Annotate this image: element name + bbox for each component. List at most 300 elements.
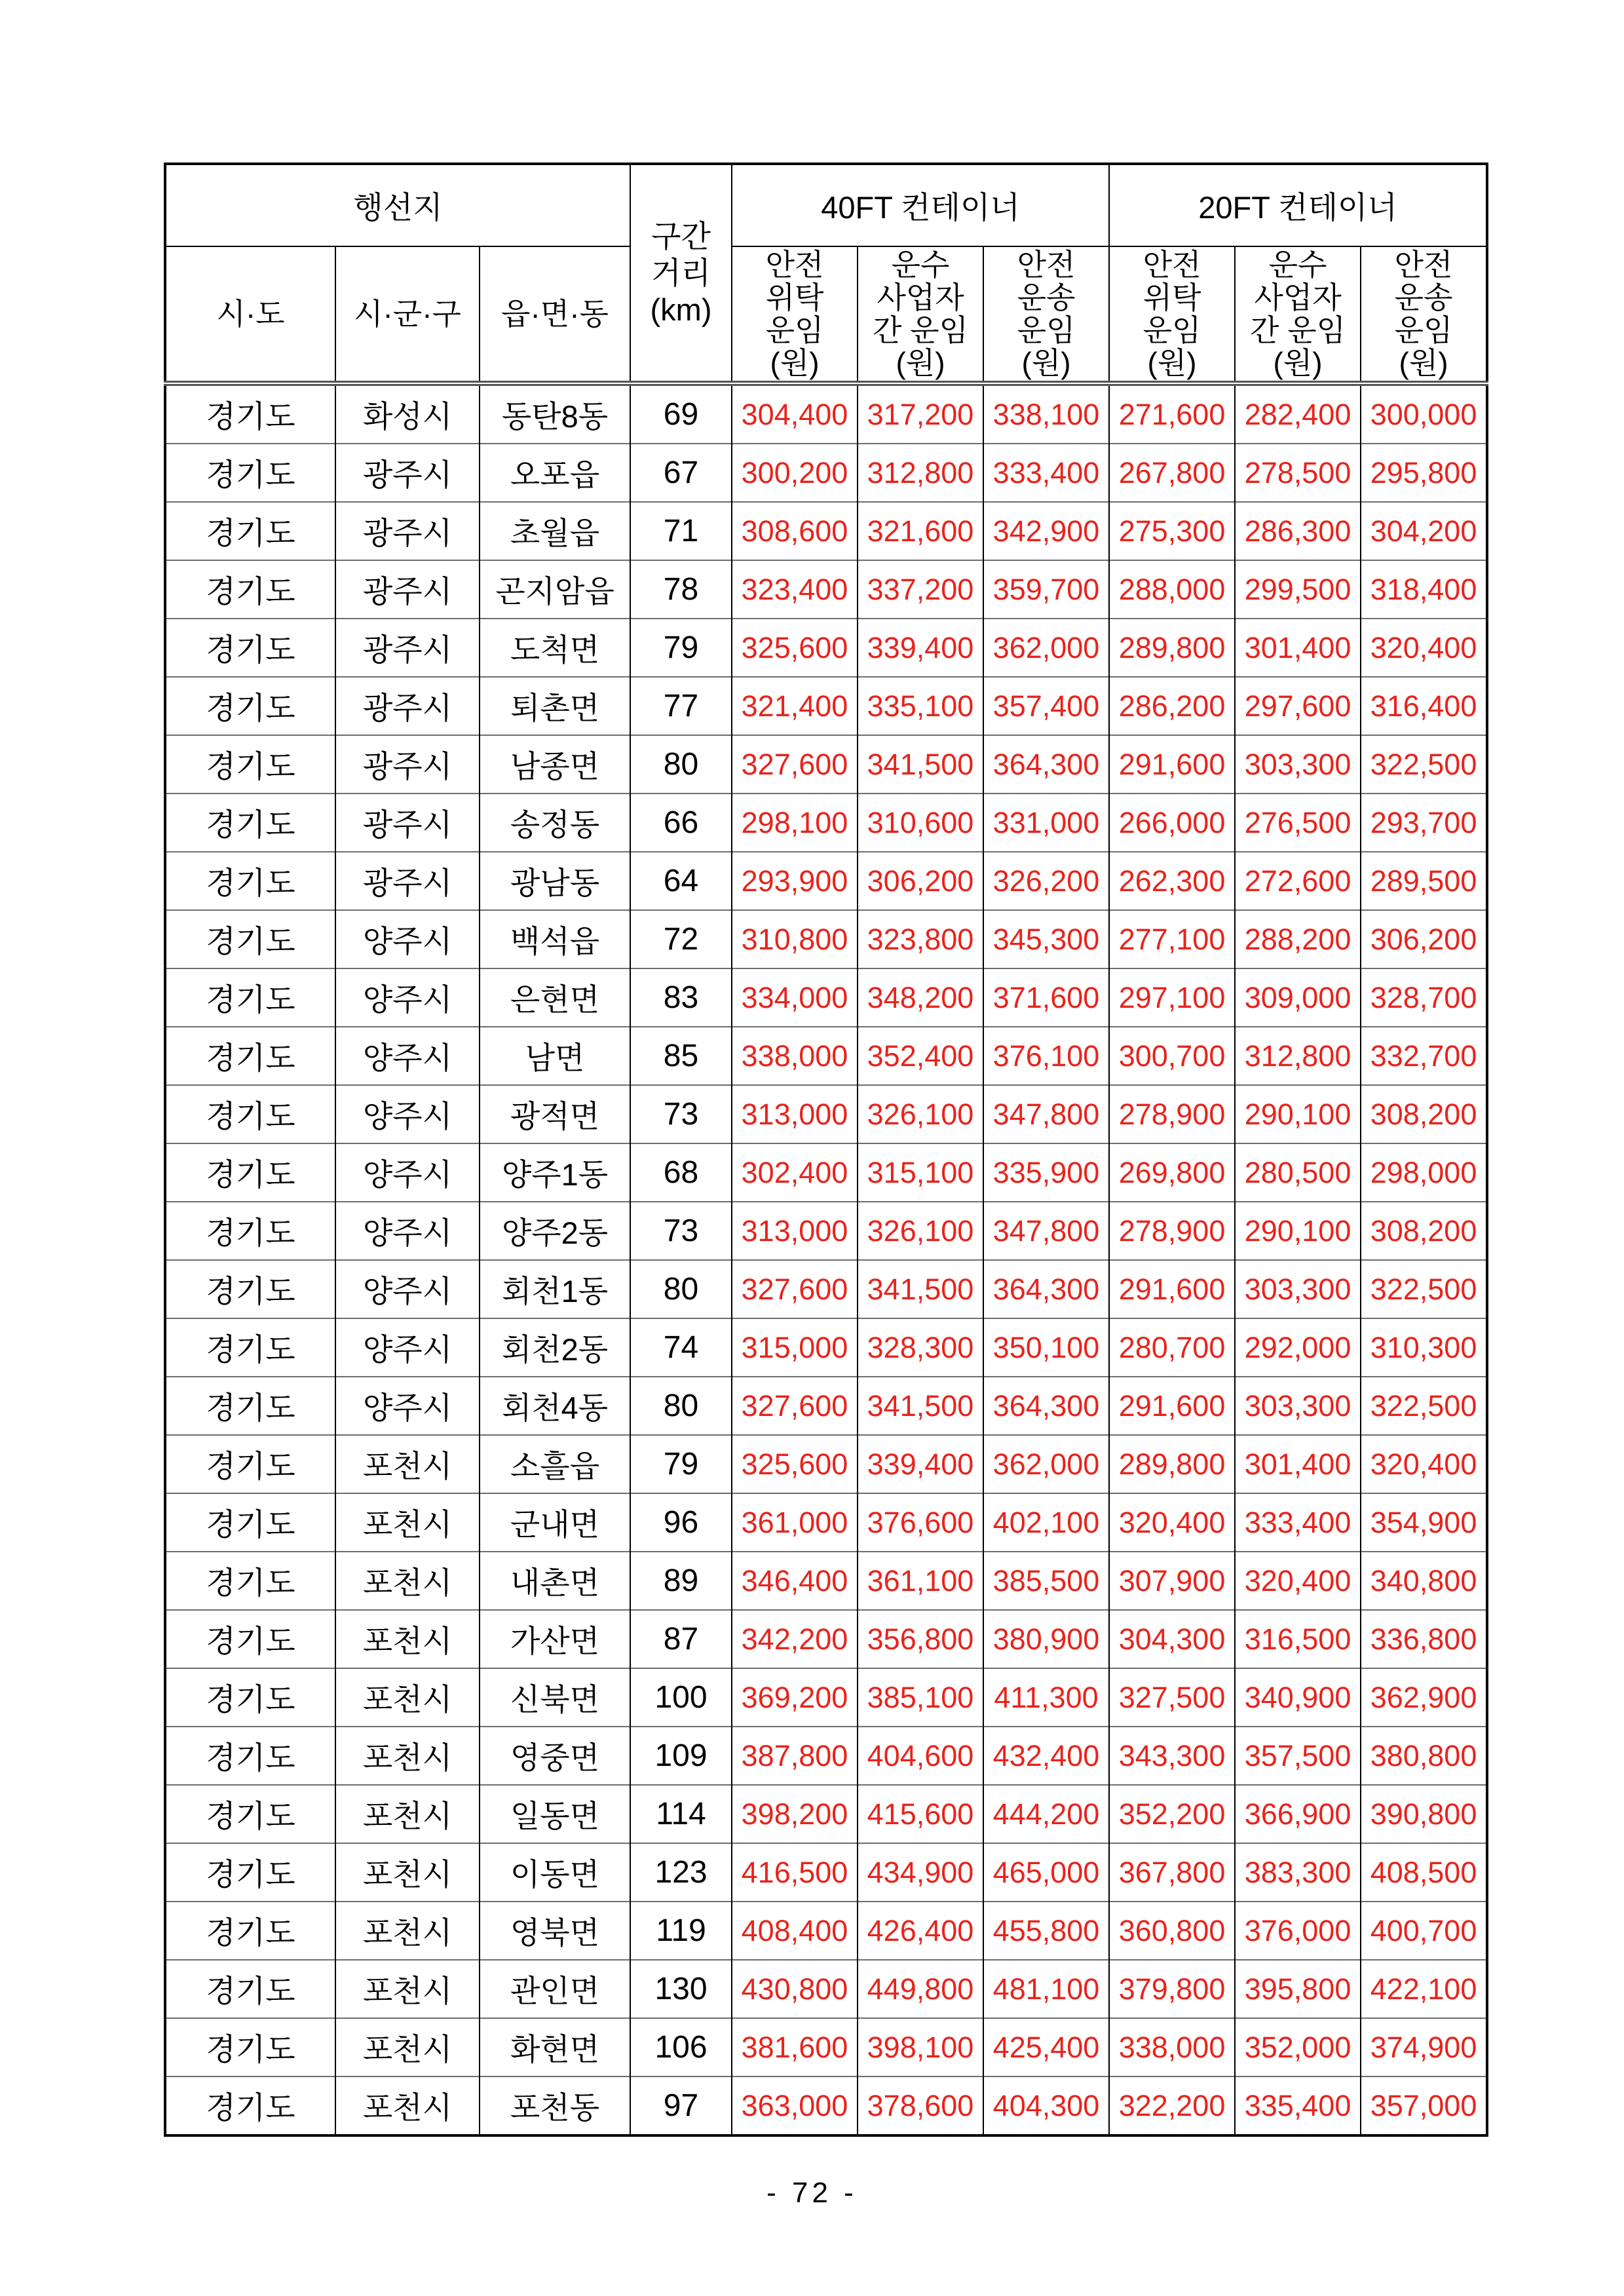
cell-20ft-safe-transport-fare: 308,200 <box>1361 1202 1487 1260</box>
cell-sigungu: 광주시 <box>335 619 480 677</box>
cell-eupmyeondong: 내촌면 <box>480 1552 630 1610</box>
cell-sigungu: 양주시 <box>335 1027 480 1085</box>
header-20ft-safe-transport-fare: 안전 운송 운임 (원) <box>1361 246 1487 383</box>
cell-eupmyeondong: 오포읍 <box>480 444 630 502</box>
table-row <box>165 852 1487 910</box>
cell-40ft-safe-transport-fare: 371,600 <box>983 968 1109 1027</box>
cell-20ft-safe-transport-fare: 310,300 <box>1361 1318 1487 1377</box>
cell-sigungu: 광주시 <box>335 735 480 794</box>
cell-40ft-safe-consignment-fare: 315,000 <box>732 1318 858 1377</box>
cell-distance-km: 106 <box>630 2018 732 2076</box>
cell-sigungu: 포천시 <box>335 1435 480 1493</box>
cell-20ft-safe-transport-fare: 318,400 <box>1361 560 1487 619</box>
table-row <box>165 1493 1487 1552</box>
cell-eupmyeondong: 회천2동 <box>480 1318 630 1377</box>
cell-40ft-safe-transport-fare: 425,400 <box>983 2018 1109 2076</box>
cell-sido: 경기도 <box>165 560 335 619</box>
cell-sigungu: 포천시 <box>335 1902 480 1960</box>
cell-40ft-inter-carrier-fare: 378,600 <box>858 2076 983 2135</box>
header-20ft-container: 20FT 컨테이너 <box>1109 164 1487 246</box>
freight-rate-table <box>164 163 1488 2137</box>
cell-distance-km: 87 <box>630 1610 732 1668</box>
cell-20ft-safe-transport-fare: 332,700 <box>1361 1027 1487 1085</box>
table-row <box>165 2018 1487 2076</box>
cell-sido: 경기도 <box>165 1027 335 1085</box>
cell-sigungu: 양주시 <box>335 1202 480 1260</box>
cell-eupmyeondong: 영중면 <box>480 1727 630 1785</box>
cell-40ft-safe-consignment-fare: 327,600 <box>732 735 858 794</box>
cell-eupmyeondong: 화현면 <box>480 2018 630 2076</box>
cell-distance-km: 97 <box>630 2076 732 2135</box>
cell-sigungu: 광주시 <box>335 444 480 502</box>
cell-40ft-safe-transport-fare: 359,700 <box>983 560 1109 619</box>
cell-20ft-inter-carrier-fare: 312,800 <box>1235 1027 1361 1085</box>
header-40ft-safe-consignment-fare: 안전 위탁 운임 (원) <box>732 246 858 383</box>
cell-40ft-inter-carrier-fare: 335,100 <box>858 677 983 735</box>
cell-40ft-safe-consignment-fare: 334,000 <box>732 968 858 1027</box>
cell-40ft-inter-carrier-fare: 449,800 <box>858 1960 983 2018</box>
cell-eupmyeondong: 송정동 <box>480 794 630 852</box>
cell-20ft-safe-consignment-fare: 267,800 <box>1109 444 1235 502</box>
cell-20ft-safe-transport-fare: 328,700 <box>1361 968 1487 1027</box>
cell-sido: 경기도 <box>165 1143 335 1202</box>
cell-20ft-inter-carrier-fare: 357,500 <box>1235 1727 1361 1785</box>
cell-40ft-safe-consignment-fare: 381,600 <box>732 2018 858 2076</box>
cell-sido: 경기도 <box>165 383 335 444</box>
cell-eupmyeondong: 은현면 <box>480 968 630 1027</box>
table-body <box>165 383 1487 2135</box>
cell-40ft-safe-consignment-fare: 387,800 <box>732 1727 858 1785</box>
cell-eupmyeondong: 남종면 <box>480 735 630 794</box>
cell-sigungu: 포천시 <box>335 1552 480 1610</box>
cell-sido: 경기도 <box>165 735 335 794</box>
table-row <box>165 560 1487 619</box>
cell-sigungu: 양주시 <box>335 1260 480 1318</box>
cell-distance-km: 79 <box>630 619 732 677</box>
table-row <box>165 1318 1487 1377</box>
cell-eupmyeondong: 초월읍 <box>480 502 630 560</box>
cell-eupmyeondong: 남면 <box>480 1027 630 1085</box>
cell-40ft-safe-consignment-fare: 408,400 <box>732 1902 858 1960</box>
cell-20ft-safe-consignment-fare: 297,100 <box>1109 968 1235 1027</box>
cell-20ft-safe-transport-fare: 322,500 <box>1361 735 1487 794</box>
cell-40ft-safe-transport-fare: 326,200 <box>983 852 1109 910</box>
cell-20ft-safe-transport-fare: 380,800 <box>1361 1727 1487 1785</box>
cell-sigungu: 포천시 <box>335 1668 480 1727</box>
cell-sido: 경기도 <box>165 1202 335 1260</box>
cell-distance-km: 77 <box>630 677 732 735</box>
cell-20ft-safe-consignment-fare: 289,800 <box>1109 619 1235 677</box>
cell-40ft-safe-transport-fare: 331,000 <box>983 794 1109 852</box>
cell-sido: 경기도 <box>165 1260 335 1318</box>
cell-20ft-inter-carrier-fare: 278,500 <box>1235 444 1361 502</box>
cell-20ft-inter-carrier-fare: 376,000 <box>1235 1902 1361 1960</box>
cell-20ft-safe-transport-fare: 306,200 <box>1361 910 1487 968</box>
cell-sigungu: 포천시 <box>335 1785 480 1843</box>
cell-40ft-inter-carrier-fare: 376,600 <box>858 1493 983 1552</box>
cell-sido: 경기도 <box>165 1552 335 1610</box>
cell-40ft-safe-transport-fare: 342,900 <box>983 502 1109 560</box>
cell-20ft-safe-transport-fare: 400,700 <box>1361 1902 1487 1960</box>
cell-40ft-safe-consignment-fare: 398,200 <box>732 1785 858 1843</box>
cell-sigungu: 양주시 <box>335 1318 480 1377</box>
cell-sigungu: 양주시 <box>335 1085 480 1143</box>
cell-40ft-safe-transport-fare: 364,300 <box>983 1377 1109 1435</box>
table-row <box>165 910 1487 968</box>
cell-40ft-safe-consignment-fare: 300,200 <box>732 444 858 502</box>
cell-20ft-safe-transport-fare: 322,500 <box>1361 1260 1487 1318</box>
cell-20ft-inter-carrier-fare: 299,500 <box>1235 560 1361 619</box>
cell-20ft-safe-consignment-fare: 304,300 <box>1109 1610 1235 1668</box>
cell-eupmyeondong: 관인면 <box>480 1960 630 2018</box>
cell-40ft-safe-transport-fare: 350,100 <box>983 1318 1109 1377</box>
cell-distance-km: 96 <box>630 1493 732 1552</box>
cell-40ft-inter-carrier-fare: 398,100 <box>858 2018 983 2076</box>
cell-40ft-safe-transport-fare: 402,100 <box>983 1493 1109 1552</box>
table-row <box>165 1085 1487 1143</box>
table-row <box>165 1960 1487 2018</box>
cell-20ft-safe-consignment-fare: 275,300 <box>1109 502 1235 560</box>
cell-40ft-safe-consignment-fare: 416,500 <box>732 1843 858 1902</box>
table-row <box>165 502 1487 560</box>
cell-eupmyeondong: 회천4동 <box>480 1377 630 1435</box>
cell-20ft-safe-transport-fare: 289,500 <box>1361 852 1487 910</box>
cell-40ft-safe-consignment-fare: 293,900 <box>732 852 858 910</box>
cell-40ft-safe-consignment-fare: 308,600 <box>732 502 858 560</box>
cell-eupmyeondong: 퇴촌면 <box>480 677 630 735</box>
cell-sido: 경기도 <box>165 1377 335 1435</box>
cell-20ft-safe-consignment-fare: 289,800 <box>1109 1435 1235 1493</box>
cell-distance-km: 100 <box>630 1668 732 1727</box>
cell-20ft-inter-carrier-fare: 303,300 <box>1235 735 1361 794</box>
cell-distance-km: 80 <box>630 1377 732 1435</box>
cell-20ft-safe-consignment-fare: 291,600 <box>1109 1260 1235 1318</box>
cell-40ft-inter-carrier-fare: 317,200 <box>858 383 983 444</box>
cell-eupmyeondong: 곤지암읍 <box>480 560 630 619</box>
cell-eupmyeondong: 신북면 <box>480 1668 630 1727</box>
cell-eupmyeondong: 동탄8동 <box>480 383 630 444</box>
cell-20ft-safe-consignment-fare: 278,900 <box>1109 1202 1235 1260</box>
cell-20ft-inter-carrier-fare: 303,300 <box>1235 1377 1361 1435</box>
cell-20ft-inter-carrier-fare: 366,900 <box>1235 1785 1361 1843</box>
table-row <box>165 968 1487 1027</box>
cell-distance-km: 73 <box>630 1202 732 1260</box>
table-row <box>165 1727 1487 1785</box>
cell-40ft-inter-carrier-fare: 323,800 <box>858 910 983 968</box>
cell-20ft-safe-consignment-fare: 320,400 <box>1109 1493 1235 1552</box>
header-sigungu: 시·군·구 <box>335 246 480 383</box>
cell-distance-km: 83 <box>630 968 732 1027</box>
cell-distance-km: 85 <box>630 1027 732 1085</box>
cell-40ft-inter-carrier-fare: 326,100 <box>858 1085 983 1143</box>
table-row <box>165 1902 1487 1960</box>
cell-20ft-safe-transport-fare: 308,200 <box>1361 1085 1487 1143</box>
cell-20ft-safe-transport-fare: 322,500 <box>1361 1377 1487 1435</box>
cell-40ft-inter-carrier-fare: 356,800 <box>858 1610 983 1668</box>
cell-eupmyeondong: 백석읍 <box>480 910 630 968</box>
cell-distance-km: 78 <box>630 560 732 619</box>
cell-40ft-safe-consignment-fare: 313,000 <box>732 1085 858 1143</box>
cell-sigungu: 포천시 <box>335 1843 480 1902</box>
cell-eupmyeondong: 포천동 <box>480 2076 630 2135</box>
cell-40ft-safe-transport-fare: 465,000 <box>983 1843 1109 1902</box>
cell-sigungu: 포천시 <box>335 2076 480 2135</box>
cell-20ft-inter-carrier-fare: 288,200 <box>1235 910 1361 968</box>
cell-distance-km: 69 <box>630 383 732 444</box>
cell-20ft-safe-transport-fare: 336,800 <box>1361 1610 1487 1668</box>
cell-40ft-safe-consignment-fare: 325,600 <box>732 1435 858 1493</box>
cell-20ft-inter-carrier-fare: 303,300 <box>1235 1260 1361 1318</box>
cell-40ft-safe-consignment-fare: 342,200 <box>732 1610 858 1668</box>
cell-40ft-inter-carrier-fare: 326,100 <box>858 1202 983 1260</box>
cell-eupmyeondong: 영북면 <box>480 1902 630 1960</box>
cell-40ft-safe-transport-fare: 481,100 <box>983 1960 1109 2018</box>
table-row <box>165 1260 1487 1318</box>
cell-eupmyeondong: 광적면 <box>480 1085 630 1143</box>
cell-distance-km: 89 <box>630 1552 732 1610</box>
cell-sigungu: 광주시 <box>335 502 480 560</box>
cell-40ft-safe-transport-fare: 345,300 <box>983 910 1109 968</box>
cell-sido: 경기도 <box>165 1727 335 1785</box>
cell-20ft-safe-transport-fare: 374,900 <box>1361 2018 1487 2076</box>
cell-sigungu: 광주시 <box>335 852 480 910</box>
cell-40ft-safe-consignment-fare: 369,200 <box>732 1668 858 1727</box>
cell-20ft-safe-transport-fare: 298,000 <box>1361 1143 1487 1202</box>
table-row <box>165 1143 1487 1202</box>
cell-40ft-safe-consignment-fare: 346,400 <box>732 1552 858 1610</box>
cell-40ft-safe-consignment-fare: 323,400 <box>732 560 858 619</box>
cell-20ft-safe-transport-fare: 357,000 <box>1361 2076 1487 2135</box>
table-row <box>165 1552 1487 1610</box>
cell-40ft-safe-transport-fare: 432,400 <box>983 1727 1109 1785</box>
table-row <box>165 444 1487 502</box>
cell-40ft-safe-consignment-fare: 338,000 <box>732 1027 858 1085</box>
cell-sigungu: 양주시 <box>335 1377 480 1435</box>
cell-sigungu: 화성시 <box>335 383 480 444</box>
cell-40ft-inter-carrier-fare: 339,400 <box>858 619 983 677</box>
cell-40ft-inter-carrier-fare: 341,500 <box>858 1260 983 1318</box>
cell-40ft-safe-consignment-fare: 325,600 <box>732 619 858 677</box>
page-number: - 72 - <box>766 2177 858 2209</box>
cell-sido: 경기도 <box>165 1902 335 1960</box>
cell-40ft-inter-carrier-fare: 312,800 <box>858 444 983 502</box>
cell-sigungu: 포천시 <box>335 1493 480 1552</box>
cell-distance-km: 80 <box>630 735 732 794</box>
cell-distance-km: 109 <box>630 1727 732 1785</box>
cell-20ft-inter-carrier-fare: 272,600 <box>1235 852 1361 910</box>
cell-40ft-safe-consignment-fare: 313,000 <box>732 1202 858 1260</box>
cell-40ft-safe-transport-fare: 385,500 <box>983 1552 1109 1610</box>
cell-eupmyeondong: 군내면 <box>480 1493 630 1552</box>
cell-40ft-safe-transport-fare: 347,800 <box>983 1085 1109 1143</box>
table-row <box>165 1377 1487 1435</box>
cell-sigungu: 포천시 <box>335 1727 480 1785</box>
cell-40ft-inter-carrier-fare: 337,200 <box>858 560 983 619</box>
cell-40ft-inter-carrier-fare: 361,100 <box>858 1552 983 1610</box>
cell-40ft-inter-carrier-fare: 328,300 <box>858 1318 983 1377</box>
header-20ft-safe-consignment-fare: 안전 위탁 운임 (원) <box>1109 246 1235 383</box>
table-row <box>165 619 1487 677</box>
table-row <box>165 1610 1487 1668</box>
cell-40ft-safe-transport-fare: 380,900 <box>983 1610 1109 1668</box>
cell-20ft-safe-transport-fare: 422,100 <box>1361 1960 1487 2018</box>
cell-distance-km: 68 <box>630 1143 732 1202</box>
cell-20ft-safe-transport-fare: 320,400 <box>1361 1435 1487 1493</box>
cell-40ft-safe-consignment-fare: 363,000 <box>732 2076 858 2135</box>
cell-40ft-safe-consignment-fare: 327,600 <box>732 1377 858 1435</box>
cell-sido: 경기도 <box>165 444 335 502</box>
cell-40ft-inter-carrier-fare: 434,900 <box>858 1843 983 1902</box>
cell-20ft-inter-carrier-fare: 282,400 <box>1235 383 1361 444</box>
cell-sigungu: 광주시 <box>335 677 480 735</box>
cell-20ft-inter-carrier-fare: 335,400 <box>1235 2076 1361 2135</box>
cell-20ft-safe-consignment-fare: 300,700 <box>1109 1027 1235 1085</box>
cell-20ft-safe-consignment-fare: 286,200 <box>1109 677 1235 735</box>
cell-eupmyeondong: 일동면 <box>480 1785 630 1843</box>
cell-20ft-inter-carrier-fare: 383,300 <box>1235 1843 1361 1902</box>
table-row <box>165 1027 1487 1085</box>
cell-20ft-safe-consignment-fare: 278,900 <box>1109 1085 1235 1143</box>
cell-40ft-inter-carrier-fare: 315,100 <box>858 1143 983 1202</box>
cell-sigungu: 포천시 <box>335 2018 480 2076</box>
cell-20ft-safe-transport-fare: 408,500 <box>1361 1843 1487 1902</box>
cell-20ft-inter-carrier-fare: 333,400 <box>1235 1493 1361 1552</box>
header-row-groups <box>165 164 1487 246</box>
cell-distance-km: 79 <box>630 1435 732 1493</box>
cell-40ft-inter-carrier-fare: 341,500 <box>858 735 983 794</box>
cell-40ft-safe-transport-fare: 444,200 <box>983 1785 1109 1843</box>
cell-sido: 경기도 <box>165 1085 335 1143</box>
cell-sido: 경기도 <box>165 1785 335 1843</box>
cell-distance-km: 123 <box>630 1843 732 1902</box>
cell-sido: 경기도 <box>165 910 335 968</box>
cell-40ft-safe-transport-fare: 357,400 <box>983 677 1109 735</box>
cell-20ft-safe-transport-fare: 362,900 <box>1361 1668 1487 1727</box>
header-destination: 행선지 <box>165 164 630 246</box>
cell-sido: 경기도 <box>165 1610 335 1668</box>
cell-20ft-safe-consignment-fare: 280,700 <box>1109 1318 1235 1377</box>
cell-20ft-inter-carrier-fare: 292,000 <box>1235 1318 1361 1377</box>
cell-20ft-inter-carrier-fare: 340,900 <box>1235 1668 1361 1727</box>
cell-20ft-safe-consignment-fare: 343,300 <box>1109 1727 1235 1785</box>
cell-sigungu: 양주시 <box>335 910 480 968</box>
cell-40ft-inter-carrier-fare: 352,400 <box>858 1027 983 1085</box>
cell-distance-km: 80 <box>630 1260 732 1318</box>
cell-20ft-inter-carrier-fare: 301,400 <box>1235 619 1361 677</box>
cell-sido: 경기도 <box>165 968 335 1027</box>
cell-40ft-safe-transport-fare: 404,300 <box>983 2076 1109 2135</box>
cell-20ft-safe-transport-fare: 354,900 <box>1361 1493 1487 1552</box>
cell-40ft-safe-transport-fare: 376,100 <box>983 1027 1109 1085</box>
table-header <box>165 164 1487 383</box>
cell-sigungu: 광주시 <box>335 560 480 619</box>
cell-40ft-safe-consignment-fare: 302,400 <box>732 1143 858 1202</box>
cell-20ft-safe-consignment-fare: 327,500 <box>1109 1668 1235 1727</box>
cell-sido: 경기도 <box>165 502 335 560</box>
cell-20ft-inter-carrier-fare: 290,100 <box>1235 1085 1361 1143</box>
cell-20ft-inter-carrier-fare: 309,000 <box>1235 968 1361 1027</box>
cell-distance-km: 130 <box>630 1960 732 2018</box>
table-row <box>165 2076 1487 2135</box>
table-row <box>165 677 1487 735</box>
cell-20ft-safe-transport-fare: 295,800 <box>1361 444 1487 502</box>
cell-40ft-safe-transport-fare: 362,000 <box>983 1435 1109 1493</box>
cell-40ft-safe-transport-fare: 347,800 <box>983 1202 1109 1260</box>
cell-20ft-safe-transport-fare: 300,000 <box>1361 383 1487 444</box>
cell-20ft-safe-consignment-fare: 269,800 <box>1109 1143 1235 1202</box>
cell-20ft-safe-consignment-fare: 271,600 <box>1109 383 1235 444</box>
header-eupmyeondong: 읍·면·동 <box>480 246 630 383</box>
cell-20ft-safe-consignment-fare: 379,800 <box>1109 1960 1235 2018</box>
cell-20ft-safe-consignment-fare: 338,000 <box>1109 2018 1235 2076</box>
cell-20ft-inter-carrier-fare: 395,800 <box>1235 1960 1361 2018</box>
header-40ft-container: 40FT 컨테이너 <box>732 164 1109 246</box>
cell-40ft-safe-consignment-fare: 298,100 <box>732 794 858 852</box>
cell-eupmyeondong: 양주2동 <box>480 1202 630 1260</box>
cell-40ft-safe-consignment-fare: 430,800 <box>732 1960 858 2018</box>
cell-20ft-inter-carrier-fare: 280,500 <box>1235 1143 1361 1202</box>
cell-sido: 경기도 <box>165 619 335 677</box>
header-20ft-inter-carrier-fare: 운수 사업자 간 운임 (원) <box>1235 246 1361 383</box>
header-40ft-safe-transport-fare: 안전 운송 운임 (원) <box>983 246 1109 383</box>
table-row <box>165 1785 1487 1843</box>
cell-20ft-safe-consignment-fare: 288,000 <box>1109 560 1235 619</box>
cell-sido: 경기도 <box>165 1435 335 1493</box>
cell-distance-km: 119 <box>630 1902 732 1960</box>
cell-eupmyeondong: 광남동 <box>480 852 630 910</box>
cell-40ft-inter-carrier-fare: 306,200 <box>858 852 983 910</box>
cell-20ft-safe-consignment-fare: 291,600 <box>1109 1377 1235 1435</box>
table-row <box>165 735 1487 794</box>
cell-40ft-safe-consignment-fare: 327,600 <box>732 1260 858 1318</box>
cell-20ft-safe-transport-fare: 316,400 <box>1361 677 1487 735</box>
cell-eupmyeondong: 양주1동 <box>480 1143 630 1202</box>
cell-40ft-safe-transport-fare: 362,000 <box>983 619 1109 677</box>
cell-20ft-safe-consignment-fare: 291,600 <box>1109 735 1235 794</box>
cell-20ft-safe-consignment-fare: 352,200 <box>1109 1785 1235 1843</box>
cell-40ft-inter-carrier-fare: 404,600 <box>858 1727 983 1785</box>
table-row <box>165 1668 1487 1727</box>
cell-40ft-inter-carrier-fare: 415,600 <box>858 1785 983 1843</box>
cell-eupmyeondong: 이동면 <box>480 1843 630 1902</box>
cell-20ft-inter-carrier-fare: 320,400 <box>1235 1552 1361 1610</box>
cell-40ft-inter-carrier-fare: 310,600 <box>858 794 983 852</box>
cell-sigungu: 광주시 <box>335 794 480 852</box>
cell-40ft-inter-carrier-fare: 426,400 <box>858 1902 983 1960</box>
cell-sido: 경기도 <box>165 1318 335 1377</box>
cell-40ft-safe-transport-fare: 335,900 <box>983 1143 1109 1202</box>
cell-20ft-safe-consignment-fare: 360,800 <box>1109 1902 1235 1960</box>
cell-40ft-safe-consignment-fare: 304,400 <box>732 383 858 444</box>
cell-20ft-safe-consignment-fare: 307,900 <box>1109 1552 1235 1610</box>
cell-20ft-safe-consignment-fare: 277,100 <box>1109 910 1235 968</box>
cell-eupmyeondong: 회천1동 <box>480 1260 630 1318</box>
cell-40ft-inter-carrier-fare: 341,500 <box>858 1377 983 1435</box>
cell-distance-km: 114 <box>630 1785 732 1843</box>
cell-20ft-inter-carrier-fare: 316,500 <box>1235 1610 1361 1668</box>
cell-20ft-inter-carrier-fare: 276,500 <box>1235 794 1361 852</box>
cell-eupmyeondong: 도척면 <box>480 619 630 677</box>
cell-sido: 경기도 <box>165 2076 335 2135</box>
cell-sido: 경기도 <box>165 2018 335 2076</box>
cell-40ft-inter-carrier-fare: 321,600 <box>858 502 983 560</box>
cell-40ft-safe-consignment-fare: 361,000 <box>732 1493 858 1552</box>
cell-sido: 경기도 <box>165 1493 335 1552</box>
cell-40ft-safe-transport-fare: 455,800 <box>983 1902 1109 1960</box>
cell-20ft-inter-carrier-fare: 301,400 <box>1235 1435 1361 1493</box>
header-distance-km: 구간 거리 (km) <box>630 164 732 383</box>
cell-sido: 경기도 <box>165 677 335 735</box>
